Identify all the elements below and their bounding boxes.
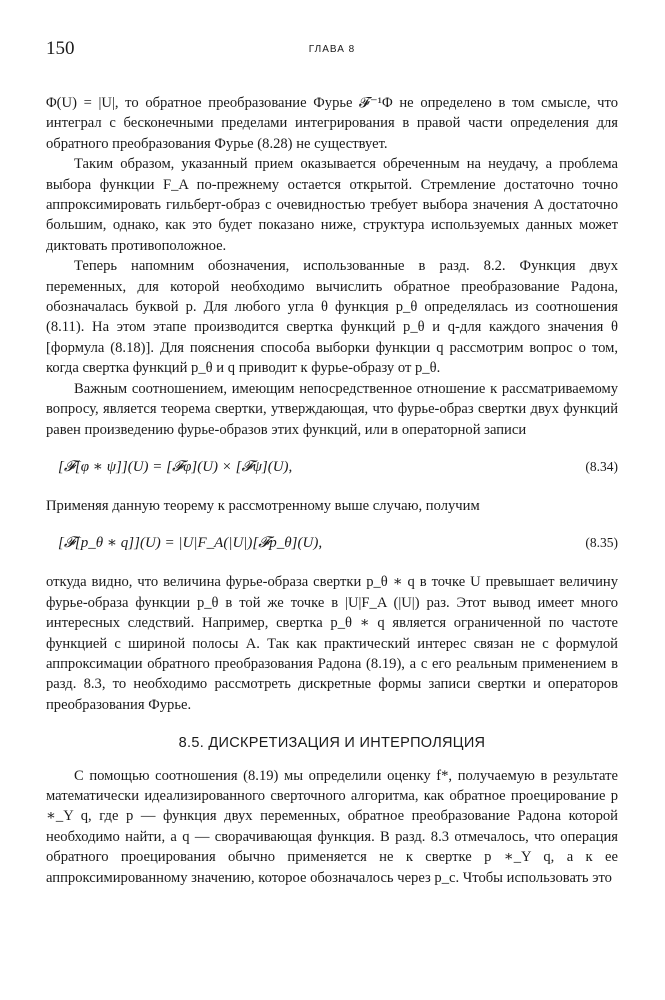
paragraph-7: С помощью соотношения (8.19) мы определили оценку f*, получаемую в результате математически идеализированного сверточного алгоритма, как обратное проецирование p ∗_Y q, где p — функция двух переменных, обратное преобразование Радона которой необходимо найти, а q — сворачивающая функция. В разд. 8.3 отмечалось, что операция обратного проецирования обычно применяется не к свертке p ∗_Y q, а к ее аппроксимированному значению, которое обозначалось через p_c. Чтобы использовать это [46, 767, 618, 886]
section-title: 8.5. ДИСКРЕТИЗАЦИЯ И ИНТЕРПОЛЯЦИЯ [178, 735, 486, 752]
page [46, 38, 618, 888]
page-number: 150 [46, 38, 75, 59]
body-text [46, 93, 618, 888]
formula-8-35-body: [𝓕[p_θ ∗ q]](U) = |U|F_A(|U|)[𝓕p_θ](U), [58, 535, 323, 552]
paragraph-3: Теперь напомним обозначения, использованные в разд. 8.2. Функция двух переменных, для которой необходимо вычислить обратное преобразование Радона, обозначалась буквой p. Для любого угла θ функция p_θ определялась из соотношения (8.11). На этом этапе производится свертка функций p_θ и q-для каждого значения θ [формула (8.18)]. Для пояснения способа выборки функции q рассмотрим вопрос о том, когда свертка функций p_θ и q приводит к фурье-образу от p_θ. [46, 258, 618, 377]
paragraph-1: Φ(U) = |U|, то обратное преобразование Фурье 𝓕⁻¹Φ не определено в том смысле, что интеграл с бесконечными пределами интегрирования в правой части определения для обратного преобразования Фурье (8.28) не существует. [46, 95, 618, 152]
paragraph-2: Таким образом, указанный прием оказывается обреченным на неудачу, а проблема выбора функции F_A по-прежнему остается открытой. Стремление достаточно точно аппроксимировать гильберт-образ с очевидностью требует выбора значения A достаточно большим, однако, как это будет показано ниже, структура используемых данных может диктовать противоположное. [46, 156, 618, 254]
formula-8-34-number: (8.34) [585, 458, 618, 474]
formula-8-34-body: [𝓕[φ ∗ ψ]](U) = [𝓕φ](U) × [𝓕ψ](U), [58, 458, 293, 475]
formula-8-34 [46, 454, 618, 480]
page-header [46, 38, 618, 68]
paragraph-5: Применяя данную теорему к рассмотренному выше случаю, получим [46, 497, 480, 514]
formula-8-35 [46, 530, 618, 556]
running-head: ГЛАВА 8 [308, 44, 356, 55]
paragraph-6: откуда видно, что величина фурье-образа свертки p_θ ∗ q в точке U превышает величину фурье-образа функции p_θ в той же точке в |U|F_A (|U|) раз. Этот вывод имеет много интересных следствий. Например, свертка p_θ ∗ q является ограниченной по частоте функцией с шириной полосы A. Так как практический интерес связан не с формулой аппроксимации обратного преобразования Радона (8.19), а с его реальным применением в разд. 8.3, то необходимо рассмотреть дискретные формы записи свертки и операторов преобразования Фурье. [46, 574, 618, 713]
paragraph-4: Важным соотношением, имеющим непосредственное отношение к рассматриваемому вопросу, является теорема свертки, утверждающая, что фурье-образ свертки двух функций равен произведению фурье-образов этих функций, или в операторной записи [46, 380, 618, 438]
formula-8-35-number: (8.35) [585, 535, 618, 551]
